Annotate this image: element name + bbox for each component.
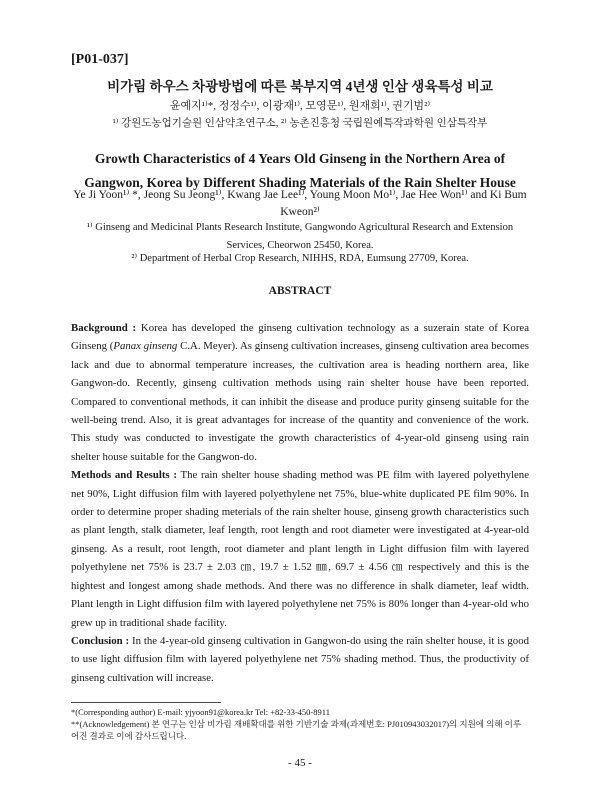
abstract-code: [P01-037] [71,52,129,67]
footnote-acknowledgement: **(Acknowledgement) 본 연구는 인삼 비가림 재배확대를 위한 기반기술 과제(과제번호: PJ010943032017)의 지원에 의해 이루어진 결과로 이에 감사드립니다. [71,719,522,741]
species-name: Panax ginseng [113,340,178,353]
background-text-2: C.A. Meyer). As ginseng cultivation increases, ginseng cultivation area becomes lack and due to abnormal temperature increases, the cultivation area is heading northern area, like Gangwon-do. Recently, ginseng cultivation methods using rain shelter house have been reported. Compared to conventional methods, it can inhibit the disease and produce purity ginseng suitable for the well-being trend. Also, it is great advantages for increase of the quantity and convenience of the work. This study was conducted to investigate the growth characteristics of 4-year-old ginseng using rain shelter house suitable for the Gangwon-do. [71,340,530,463]
footnote-divider [71,702,221,703]
korean-authors: 윤예지¹⁾*, 정정수¹⁾, 이광재¹⁾, 모영문¹⁾, 원재희¹⁾, 권기범²⁾ [169,100,431,112]
korean-affiliations: ¹⁾ 강원도농업기술원 인삼약초연구소, ²⁾ 농촌진흥청 국립원예특작과학원 인삼특작부 [112,118,488,129]
abstract-heading: ABSTRACT [268,285,332,297]
conclusion-paragraph [71,632,529,687]
background-paragraph [71,319,529,466]
english-affiliation-2: ²⁾ Department of Herbal Crop Research, NIHHS, RDA, Eumsung 27709, Korea. [131,253,469,264]
footnote-corresponding: *(Corresponding author) E-mail: yjyoon91@korea.kr Tel: +82-33-450-8911 [71,707,330,717]
conclusion-label: Conclusion : [71,634,130,647]
korean-title: 비가림 하우스 차광방법에 따른 북부지역 4년생 인삼 생육특성 비교 [107,79,493,94]
conclusion-text: In the 4-year-old ginseng cultivation in Gangwon-do using the rain shelter house, it is good to use light diffusion film with layered polyethylene net 75% shading method. Thus, the productivity of ginseng cultivation will increase. [71,634,529,684]
background-text-1: Korea has developed the ginseng cultivation technology as a suzerain state of Korea Ginseng ( [71,322,529,353]
english-affiliation-1: ¹⁾ Ginseng and Medicinal Plants Research Institute, Gangwondo Agricultural Research and Extension Services, Cheorwon 25450, Korea. [86,222,514,251]
methods-text: The rain shelter house shading method was PE film with layered polyethylene net 90%, Light diffusion film with layered polyethylene net 75%, blue-white duplicated PE film 90%. In order to determine proper shading meterials of the rain shelter house, ginseng growth characteristics such as plant length, stalk diameter, leaf length, root length and root diameter were investigated at 4-year-old ginseng. As a result, root length, root diameter and plant length in Light diffusion film with layered polyethylene net 75% is 23.7 ± 2.03 ㎝, 19.7 ± 1.52 ㎜, 69.7 ± 4.56 ㎝ respectively and this is the hightest and longest among shade methods. And there was no difference in shalk diameter, leaf width. Plant length in Light diffusion film with layered polyethylene net 75% is 80% longer than 4-year-old who grew up in traditional shade facility. [71,469,530,629]
english-title-line-1: Growth Characteristics of 4 Years Old Ginseng in the Northern Area of [94,151,506,166]
page-number: - 45 - [288,757,312,769]
abstract-body [71,319,529,687]
english-authors: Ye Ji Yoon¹⁾ *, Jeong Su Jeong¹⁾, Kwang Jae Lee¹⁾, Young Moon Mo¹⁾, Jae Hee Won¹⁾ and Ki Bum Kweon²⁾ [73,189,527,218]
background-label: Background : [71,322,137,334]
english-title-line-2: Gangwon, Korea by Different Shading Materials of the Rain Shelter House [84,175,516,190]
methods-paragraph [71,466,529,632]
methods-label: Methods and Results : [71,469,177,482]
